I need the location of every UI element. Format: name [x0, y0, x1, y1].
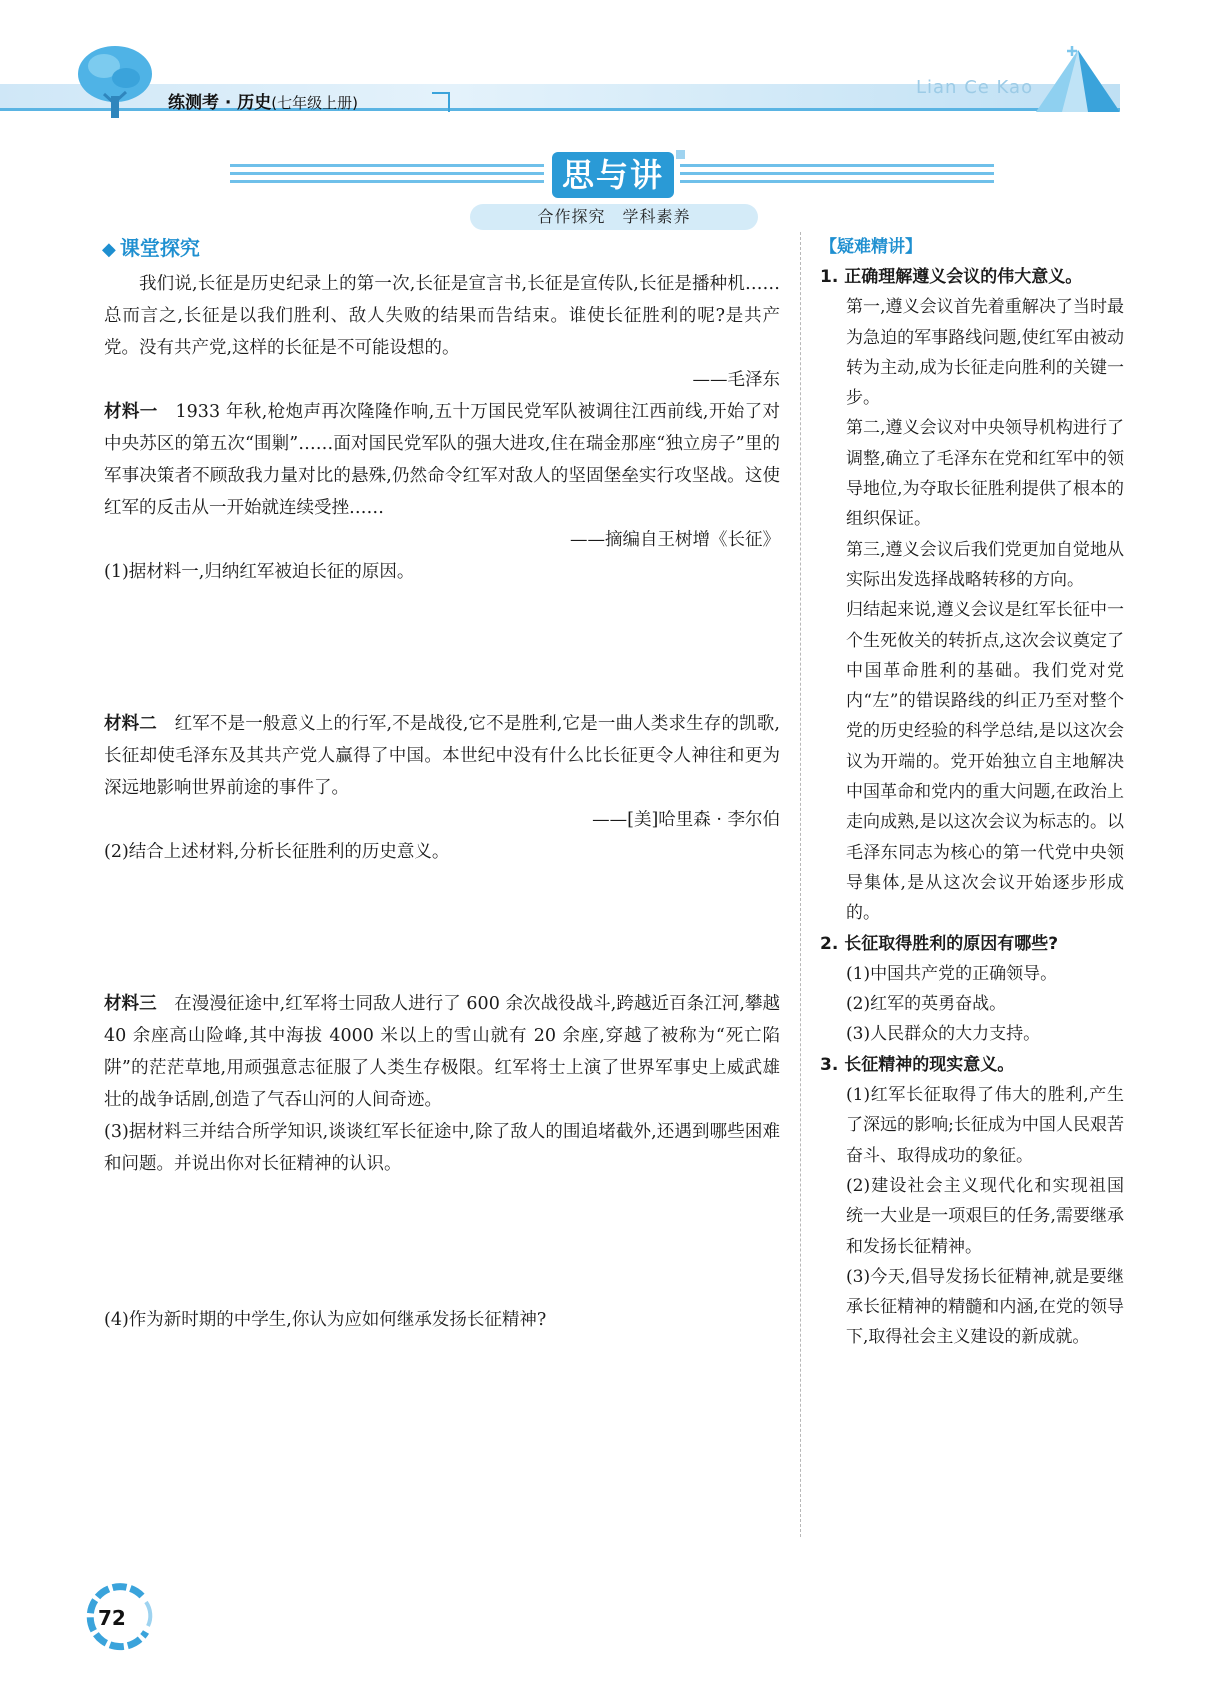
material-three-text: 在漫漫征途中,红军将士同敌人进行了 600 余次战役战斗,跨越近百条江河,攀越 40 余座高山险峰,其中海拔 4000 米以上的雪山就有 20 余座,穿越了被称为“死亡陷阱”的茫茫草地,用顽强意志征服了人类生存极限。红军将士上演了世界军事史上威武雄壮的战争话剧,创造了气吞山河的人间奇迹。 [104, 994, 781, 1110]
tent-logo-icon [1028, 42, 1124, 114]
banner-dot-decoration [676, 150, 685, 159]
column-divider [800, 232, 801, 1537]
material-one-text: 1933 年秋,枪炮声再次隆隆作响,五十万国民党军队被调往江西前线,开始了对中央苏区的第五次“围剿”……面对国民党军队的强大进攻,住在瑞金那座“独立房子”里的军事决策者不顾敌我力量对比的悬殊,仍然命令红军对敌人的坚固堡垒实行攻坚战。这使红军的反击从一开始就连续受挫…… [104, 402, 780, 518]
side-question-one-title: 1. 正确理解遵义会议的伟大意义。 [820, 267, 1083, 287]
question-four: (4)作为新时期的中学生,你认为应如何继承发扬长征精神? [104, 1310, 547, 1330]
side-question-two-title: 2. 长征取得胜利的原因有哪些? [820, 933, 1059, 954]
section-heading: ◆ 课堂探究 [102, 236, 200, 260]
side-q1-summary: 归结起来说,遵义会议是红军长征中一个生死攸关的转折点,这次会议奠定了中国革命胜利的基础。我们党对党内“左”的错误路线的纠正乃至对整个党的历史经验的科学总结,是以这次会议为开端的。党开始独立自主地解决中国革命和党内的重大问题,在政治上走向成熟,是以这次会议为标志的。以毛泽东同志为核心的第一代党中央领导集体,是从这次会议开始逐步形成的。 [846, 600, 1124, 924]
answer-space-three [104, 1180, 780, 1304]
intro-source: ——毛泽东 [692, 370, 780, 390]
side-q1-point-1: 第一,遵义会议首先着重解决了当时最为急迫的军事路线问题,使红军由被动转为主动,成为长征走向胜利的关键一步。 [846, 297, 1124, 409]
side-q2-point-2: (2)红军的英勇奋战。 [846, 994, 1007, 1015]
material-two [104, 708, 780, 804]
material-two-source: ——[美]哈里森 · 李尔伯 [592, 810, 780, 830]
side-q2-point-3: (3)人民群众的大力支持。 [846, 1024, 1041, 1045]
diamond-icon: ◆ [102, 239, 116, 260]
header-hook-decoration [432, 92, 450, 112]
header-latin-name: Lian Ce Kao [916, 77, 1034, 98]
side-question-three-title: 3. 长征精神的现实意义。 [820, 1054, 1015, 1075]
material-two-text: 红军不是一般意义上的行军,不是战役,它不是胜利,它是一曲人类求生存的凯歌,长征却使毛泽东及其共产党人赢得了中国。本世纪中没有什么比长征更令人神往和更为深远地影响世界前途的事件了。 [104, 714, 780, 798]
material-one-source: ——摘编自王树增《长征》 [570, 530, 780, 550]
material-three-label: 材料三 [104, 994, 157, 1014]
side-q3-point-1: (1)红军长征取得了伟大的胜利,产生了深远的影响;长征成为中国人民艰苦奋斗、取得成功的象征。 [846, 1085, 1124, 1166]
question-two: (2)结合上述材料,分析长征胜利的历史意义。 [104, 842, 450, 862]
tree-logo-icon [74, 44, 156, 122]
banner-lines-left [230, 164, 544, 194]
material-one-label: 材料一 [104, 402, 158, 422]
answer-space-two [104, 868, 780, 988]
banner-lines-right [680, 164, 994, 194]
material-one [104, 396, 780, 524]
main-column [104, 232, 780, 1336]
material-two-label: 材料二 [104, 714, 157, 734]
answer-space-one [104, 588, 780, 708]
header-title: 练测考 · 历史(七年级上册) [168, 93, 359, 113]
side-q1-point-2: 第二,遵义会议对中央领导机构进行了调整,确立了毛泽东在党和红军中的领导地位,为夺取长征胜利提供了根本的组织保证。 [846, 418, 1124, 530]
page-number-badge [80, 1582, 162, 1654]
side-column [820, 232, 1124, 1353]
side-q1-point-3: 第三,遵义会议后我们党更加自觉地从实际出发选择战略转移的方向。 [846, 539, 1124, 590]
side-q2-point-1: (1)中国共产党的正确领导。 [846, 963, 1058, 984]
question-one: (1)据材料一,归纳红军被迫长征的原因。 [104, 562, 415, 582]
material-three [104, 988, 780, 1116]
side-q3-point-3: (3)今天,倡导发扬长征精神,就是要继承长征精神的精髓和内涵,在党的领导下,取得社会主义建设的新成就。 [846, 1266, 1124, 1348]
page-number: 72 [98, 1606, 126, 1630]
question-three: (3)据材料三并结合所学知识,谈谈红军长征途中,除了敌人的围追堵截外,还遇到哪些困难和问题。并说出你对长征精神的认识。 [104, 1122, 780, 1174]
intro-quote: 我们说,长征是历史纪录上的第一次,长征是宣言书,长征是宣传队,长征是播种机……总而言之,长征是以我们胜利、敌人失败的结果而告结束。谁使长征胜利的呢?是共产党。没有共产党,这样的长征是不可能设想的。 [104, 274, 780, 358]
side-q3-point-2: (2)建设社会主义现代化和实现祖国统一大业是一项艰巨的任务,需要继承和发扬长征精神。 [846, 1175, 1124, 1257]
side-tag: 【疑难精讲】 [820, 237, 922, 257]
section-banner-title: 思与讲 [552, 152, 674, 198]
section-banner-subtitle: 合作探究 学科素养 [470, 204, 758, 230]
